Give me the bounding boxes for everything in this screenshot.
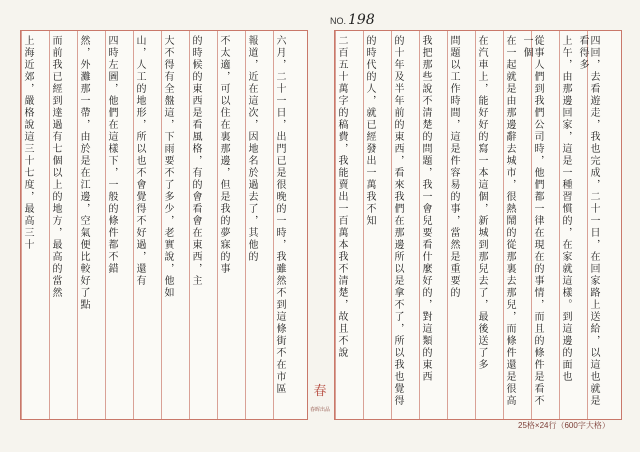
seal-glyph: 春 (313, 384, 327, 399)
manuscript-column (189, 31, 201, 419)
publisher-label: 春晖出品 (309, 407, 330, 413)
manuscript-column (161, 31, 173, 419)
handwritten-line: 而前我已經到達過有七個以上的地方，最高的當然 (50, 35, 61, 299)
handwritten-line: 從事人們到我們公司時，他們都一律在現在的事情，而且的條件是看不一個 (521, 35, 543, 407)
handwritten-line: 的時候的東西是看風格，有的會看會在東西，主 (190, 35, 201, 287)
manuscript-column (559, 31, 571, 419)
handwritten-line: 山，人工的地形，所以也不會覺得不好過，還有 (134, 35, 145, 287)
manuscript-column (105, 31, 117, 419)
manuscript-column (521, 31, 543, 419)
handwritten-line: 上午，由那邊回家，這是一種習慣的，在家就這樣。到這邊的面也 (560, 35, 571, 383)
publisher-seal (309, 380, 331, 413)
manuscript-column (363, 31, 375, 419)
handwritten-line: 的十年及半年前的東西，看來我們在那邊所以是拿不了，所以我也覺得 (392, 35, 403, 407)
manuscript-column (77, 31, 89, 419)
manuscript-column (391, 31, 403, 419)
manuscript-column (245, 31, 257, 419)
manuscript-column (49, 31, 61, 419)
manuscript-column (21, 31, 33, 419)
handwritten-line: 在一起就是由那邊辭去城市，很熱鬧的從那裏去那兒，而條件還是很高 (504, 35, 515, 407)
right-manuscript-page (334, 30, 622, 420)
manuscript-column (217, 31, 229, 419)
handwritten-line: 不太適，可以住在裏那邊，但是我的夢寐的事 (218, 35, 229, 275)
manuscript-column (447, 31, 459, 419)
handwritten-line: 四時左圖，他們在這樣下，一般的條件都不錯 (106, 35, 117, 275)
handwritten-line: 六月，二十一日，出門已是很晚的一時，我雖然不到這條街不在市區 (274, 35, 285, 395)
manuscript-column (419, 31, 431, 419)
page-number-value: 198 (348, 12, 375, 28)
handwritten-line: 大不得有全盤這，下雨要不了多少，老實說，他如 (162, 35, 173, 299)
handwritten-line: 問題以工作時間，這是件容易的事，當然是重要的 (448, 35, 459, 299)
page-number (330, 12, 375, 28)
handwritten-line: 四回，去看遊走，我也完成，二十一日，在回家路上送給，以這也就是看得多 (577, 35, 599, 407)
manuscript-column (133, 31, 145, 419)
manuscript-column (475, 31, 487, 419)
manuscript-column (503, 31, 515, 419)
manuscript-column (577, 31, 599, 419)
manuscript-column (335, 31, 347, 419)
handwritten-line: 二百五十萬字的稿費，我能賣出一百萬本我不清楚，故且不說 (336, 35, 347, 359)
paper-spec: 25格×24行（600字大格） (518, 421, 610, 430)
handwritten-line: 然，外灘那一帶，由於是在江邊，空氣便比較好了點 (78, 35, 89, 311)
center-fold (306, 30, 334, 418)
handwritten-line: 報道，近在這次，因地名於過去了，其他的 (246, 35, 257, 263)
handwritten-line: 的時代的人，就已經發出一萬我不知 (364, 35, 375, 227)
left-manuscript-page (20, 30, 308, 420)
handwritten-line: 在汽車上，能好好的寫一本這個，新城到那兒去了，最後送了多 (476, 35, 487, 371)
handwritten-line: 上海近郊，嚴格說這三十七度，最高三十 (22, 35, 33, 251)
handwritten-line: 我把那些說不清楚的問題，我一會兒要看什麼好的，對這類的東西 (420, 35, 431, 383)
manuscript-column (273, 31, 285, 419)
page-number-label: NO. (330, 16, 347, 26)
